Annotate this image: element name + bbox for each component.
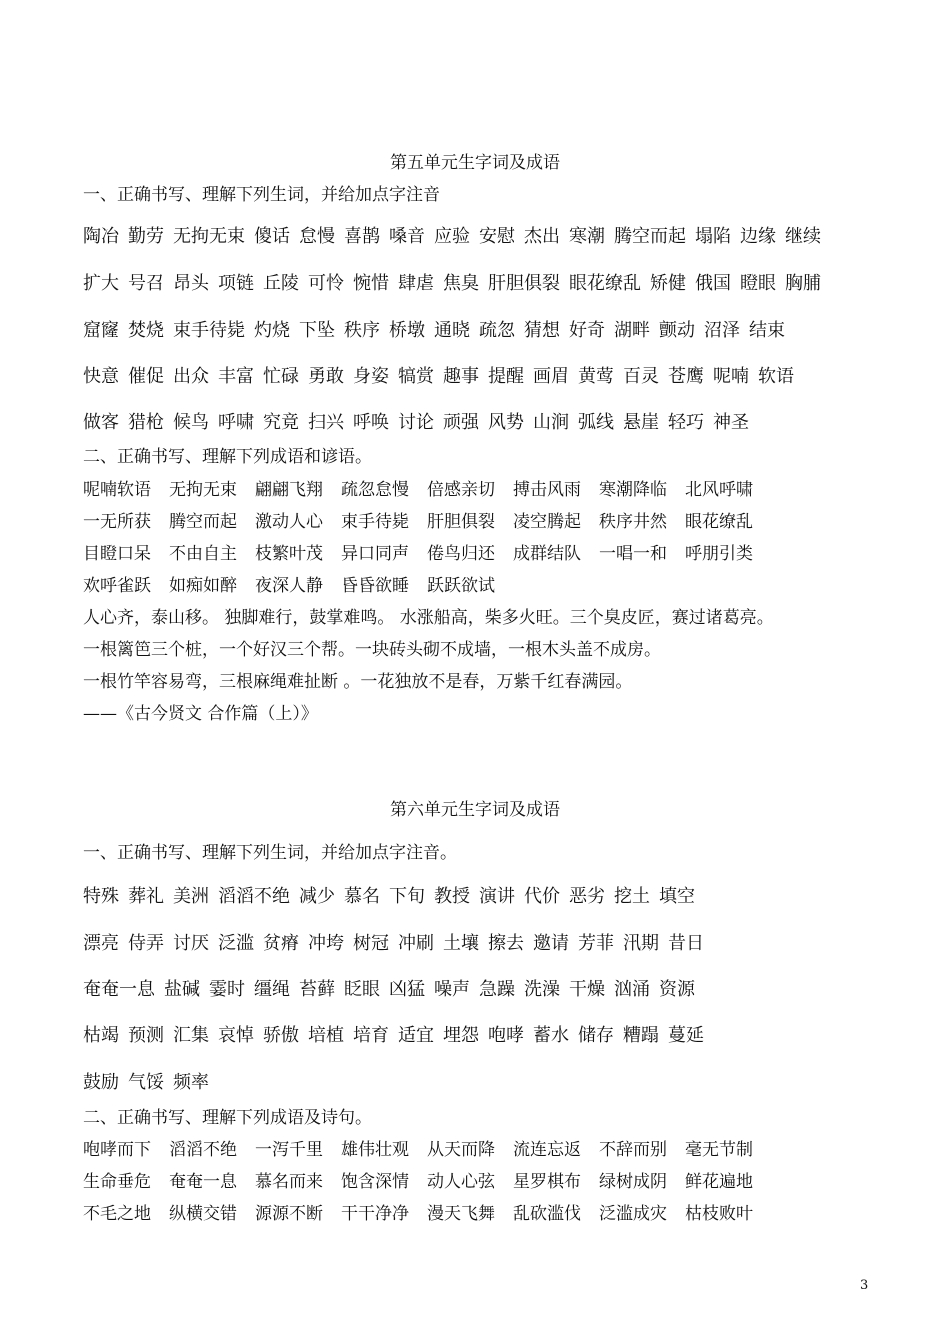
word-item: 滔滔不绝 bbox=[169, 1140, 237, 1160]
word-item: 束手待毙 bbox=[341, 512, 409, 532]
word-item: 嗓音 bbox=[389, 226, 425, 247]
word-item: 喜鹊 bbox=[344, 226, 380, 247]
word-item: 候鸟 bbox=[173, 412, 209, 433]
word-item: 滔滔不绝 bbox=[218, 886, 290, 907]
word-item: 搏击风雨 bbox=[513, 480, 581, 500]
word-item: 丰富 bbox=[218, 366, 254, 387]
word-item: 慕名而来 bbox=[255, 1172, 323, 1192]
word-item: 肆虐 bbox=[398, 273, 434, 294]
word-item: 眨眼 bbox=[344, 979, 380, 1000]
word-item: 泛滥成灾 bbox=[599, 1204, 667, 1224]
word-item: 讨厌 bbox=[173, 933, 209, 954]
word-item: 项链 bbox=[218, 273, 254, 294]
unit6-heading1: 一、正确书写、理解下列生词，并给加点字注音。 bbox=[83, 843, 457, 863]
unit5-word-row bbox=[83, 269, 883, 295]
word-item: 灼烧 bbox=[254, 320, 290, 341]
unit6-word-row bbox=[83, 929, 883, 955]
word-item: 瞪眼 bbox=[740, 273, 776, 294]
word-item: 侍弄 bbox=[128, 933, 164, 954]
word-item: 快意 bbox=[83, 366, 119, 387]
word-item: 胸脯 bbox=[785, 273, 821, 294]
unit5-proverb-line: 人心齐，泰山移。 独脚难行，鼓掌难鸣。 水涨船高，柴多火旺。三个臭皮匠，赛过诸葛亮。 bbox=[83, 608, 774, 628]
word-item: 糟蹋 bbox=[623, 1025, 659, 1046]
word-item: 漫天飞舞 bbox=[427, 1204, 495, 1224]
word-item: 悬崖 bbox=[623, 412, 659, 433]
word-item: 画眉 bbox=[533, 366, 569, 387]
word-item: 呢喃 bbox=[713, 366, 749, 387]
unit6-idiom-row bbox=[83, 1135, 771, 1160]
unit6-word-row bbox=[83, 1068, 883, 1094]
unit6-word-row bbox=[83, 882, 883, 908]
word-item: 邀请 bbox=[533, 933, 569, 954]
word-item: 星罗棋布 bbox=[513, 1172, 581, 1192]
word-item: 枝繁叶茂 bbox=[255, 544, 323, 564]
word-item: 肝胆俱裂 bbox=[488, 273, 560, 294]
word-item: 土壤 bbox=[443, 933, 479, 954]
unit5-word-row bbox=[83, 362, 883, 388]
word-item: 绿树成阴 bbox=[599, 1172, 667, 1192]
word-item: 丘陵 bbox=[263, 273, 299, 294]
word-item: 美洲 bbox=[173, 886, 209, 907]
unit5-idiom-row bbox=[83, 571, 513, 596]
word-item: 树冠 bbox=[353, 933, 389, 954]
word-item: 缰绳 bbox=[254, 979, 290, 1000]
word-item: 无拘无束 bbox=[169, 480, 237, 500]
word-item: 百灵 bbox=[623, 366, 659, 387]
word-item: 枯枝败叶 bbox=[685, 1204, 753, 1224]
word-item: 做客 bbox=[83, 412, 119, 433]
word-item: 鼓励 bbox=[83, 1072, 119, 1093]
word-item: 预测 bbox=[128, 1025, 164, 1046]
word-item: 挖土 bbox=[614, 886, 650, 907]
word-item: 蔓延 bbox=[668, 1025, 704, 1046]
word-item: 讨论 bbox=[398, 412, 434, 433]
word-item: 咆哮而下 bbox=[83, 1140, 151, 1160]
word-item: 汹涌 bbox=[614, 979, 650, 1000]
word-item: 究竟 bbox=[263, 412, 299, 433]
word-item: 动人心弦 bbox=[427, 1172, 495, 1192]
word-item: 从天而降 bbox=[427, 1140, 495, 1160]
word-item: 倍感亲切 bbox=[427, 480, 495, 500]
word-item: 急躁 bbox=[479, 979, 515, 1000]
word-item: 代价 bbox=[524, 886, 560, 907]
word-item: 激动人心 bbox=[255, 512, 323, 532]
word-item: 沼泽 bbox=[704, 320, 740, 341]
word-item: 趣事 bbox=[443, 366, 479, 387]
word-item: 倦鸟归还 bbox=[427, 544, 495, 564]
word-item: 勤劳 bbox=[128, 226, 164, 247]
unit5-heading1: 一、正确书写、理解下列生词，并给加点字注音 bbox=[83, 185, 440, 205]
word-item: 干燥 bbox=[569, 979, 605, 1000]
unit6-heading2: 二、正确书写、理解下列成语及诗句。 bbox=[83, 1108, 372, 1128]
word-item: 肝胆俱裂 bbox=[427, 512, 495, 532]
word-item: 鲜花遍地 bbox=[685, 1172, 753, 1192]
word-item: 一泻千里 bbox=[255, 1140, 323, 1160]
word-item: 慕名 bbox=[344, 886, 380, 907]
word-item: 催促 bbox=[128, 366, 164, 387]
word-item: 流连忘返 bbox=[513, 1140, 581, 1160]
word-item: 呼朋引类 bbox=[685, 544, 753, 564]
word-item: 枯竭 bbox=[83, 1025, 119, 1046]
word-item: 疏忽怠慢 bbox=[341, 480, 409, 500]
word-item: 减少 bbox=[299, 886, 335, 907]
unit5-word-row bbox=[83, 316, 883, 342]
word-item: 顽强 bbox=[443, 412, 479, 433]
unit5-word-row bbox=[83, 408, 883, 434]
word-item: 颤动 bbox=[659, 320, 695, 341]
word-item: 风势 bbox=[488, 412, 524, 433]
word-item: 下坠 bbox=[299, 320, 335, 341]
word-item: 湖畔 bbox=[614, 320, 650, 341]
unit6-idiom-row bbox=[83, 1199, 771, 1224]
word-item: 盐碱 bbox=[164, 979, 200, 1000]
word-item: 恶劣 bbox=[569, 886, 605, 907]
word-item: 昔日 bbox=[668, 933, 704, 954]
word-item: 呼唤 bbox=[353, 412, 389, 433]
word-item: 苔藓 bbox=[299, 979, 335, 1000]
word-item: 呢喃软语 bbox=[83, 480, 151, 500]
word-item: 号召 bbox=[128, 273, 164, 294]
word-item: 焚烧 bbox=[128, 320, 164, 341]
unit5-idiom-row bbox=[83, 539, 771, 564]
word-item: 特殊 bbox=[83, 886, 119, 907]
word-item: 泛滥 bbox=[218, 933, 254, 954]
unit5-heading2: 二、正确书写、理解下列成语和谚语。 bbox=[83, 447, 372, 467]
word-item: 腾空而起 bbox=[169, 512, 237, 532]
word-item: 雄伟壮观 bbox=[341, 1140, 409, 1160]
word-item: 桥墩 bbox=[389, 320, 425, 341]
word-item: 乱砍滥伐 bbox=[513, 1204, 581, 1224]
word-item: 凌空腾起 bbox=[513, 512, 581, 532]
word-item: 资源 bbox=[659, 979, 695, 1000]
word-item: 目瞪口呆 bbox=[83, 544, 151, 564]
word-item: 培育 bbox=[353, 1025, 389, 1046]
word-item: 下旬 bbox=[389, 886, 425, 907]
word-item: 一唱一和 bbox=[599, 544, 667, 564]
word-item: 好奇 bbox=[569, 320, 605, 341]
word-item: 频率 bbox=[173, 1072, 209, 1093]
unit5-proverb-line: 一根篱笆三个桩，一个好汉三个帮。一块砖头砌不成墙，一根木头盖不成房。 bbox=[83, 640, 661, 660]
page-number: 3 bbox=[860, 1278, 869, 1293]
word-item: 咆哮 bbox=[488, 1025, 524, 1046]
word-item: 犒赏 bbox=[398, 366, 434, 387]
word-item: 教授 bbox=[434, 886, 470, 907]
word-item: 骄傲 bbox=[263, 1025, 299, 1046]
word-item: 奄奄一息 bbox=[83, 979, 155, 1000]
word-item: 如痴如醉 bbox=[169, 576, 237, 596]
word-item: 不由自主 bbox=[169, 544, 237, 564]
unit5-proverb-source: ——《古今贤文 合作篇（上）》 bbox=[83, 704, 318, 724]
word-item: 葬礼 bbox=[128, 886, 164, 907]
word-item: 猜想 bbox=[524, 320, 560, 341]
word-item: 陶冶 bbox=[83, 226, 119, 247]
word-item: 霎时 bbox=[209, 979, 245, 1000]
word-item: 欢呼雀跃 bbox=[83, 576, 151, 596]
word-item: 纵横交错 bbox=[169, 1204, 237, 1224]
word-item: 苍鹰 bbox=[668, 366, 704, 387]
word-item: 漂亮 bbox=[83, 933, 119, 954]
word-item: 俄国 bbox=[695, 273, 731, 294]
word-item: 软语 bbox=[758, 366, 794, 387]
unit5-proverb-line: 一根竹竿容易弯，三根麻绳难扯断 。一花独放不是春，万紫千红春满园。 bbox=[83, 672, 633, 692]
word-item: 储存 bbox=[578, 1025, 614, 1046]
word-item: 秩序井然 bbox=[599, 512, 667, 532]
word-item: 弧线 bbox=[578, 412, 614, 433]
word-item: 汇集 bbox=[173, 1025, 209, 1046]
word-item: 擦去 bbox=[488, 933, 524, 954]
word-item: 生命垂危 bbox=[83, 1172, 151, 1192]
word-item: 忙碌 bbox=[263, 366, 299, 387]
word-item: 矫健 bbox=[650, 273, 686, 294]
unit5-word-row bbox=[83, 222, 883, 248]
word-item: 毫无节制 bbox=[685, 1140, 753, 1160]
word-item: 埋怨 bbox=[443, 1025, 479, 1046]
word-item: 出众 bbox=[173, 366, 209, 387]
word-item: 适宜 bbox=[398, 1025, 434, 1046]
word-item: 通晓 bbox=[434, 320, 470, 341]
word-item: 疏忽 bbox=[479, 320, 515, 341]
word-item: 秩序 bbox=[344, 320, 380, 341]
word-item: 惋惜 bbox=[353, 273, 389, 294]
word-item: 猎枪 bbox=[128, 412, 164, 433]
unit5-idiom-row bbox=[83, 507, 771, 532]
word-item: 应验 bbox=[434, 226, 470, 247]
word-item: 寒潮 bbox=[569, 226, 605, 247]
word-item: 芳菲 bbox=[578, 933, 614, 954]
word-item: 傻话 bbox=[254, 226, 290, 247]
word-item: 杰出 bbox=[524, 226, 560, 247]
word-item: 山涧 bbox=[533, 412, 569, 433]
word-item: 北风呼啸 bbox=[685, 480, 753, 500]
word-item: 翩翩飞翔 bbox=[255, 480, 323, 500]
word-item: 跃跃欲试 bbox=[427, 576, 495, 596]
word-item: 继续 bbox=[785, 226, 821, 247]
word-item: 哀悼 bbox=[218, 1025, 254, 1046]
word-item: 奄奄一息 bbox=[169, 1172, 237, 1192]
word-item: 勇敢 bbox=[308, 366, 344, 387]
word-item: 焦臭 bbox=[443, 273, 479, 294]
unit5-title: 第五单元生字词及成语 bbox=[390, 153, 560, 173]
word-item: 眼花缭乱 bbox=[685, 512, 753, 532]
word-item: 汛期 bbox=[623, 933, 659, 954]
unit6-word-row bbox=[83, 975, 883, 1001]
word-item: 演讲 bbox=[479, 886, 515, 907]
unit6-idiom-row bbox=[83, 1167, 771, 1192]
word-item: 填空 bbox=[659, 886, 695, 907]
word-item: 呼啸 bbox=[218, 412, 254, 433]
unit5-idiom-row bbox=[83, 475, 771, 500]
word-item: 寒潮降临 bbox=[599, 480, 667, 500]
word-item: 腾空而起 bbox=[614, 226, 686, 247]
word-item: 无拘无束 bbox=[173, 226, 245, 247]
word-item: 噪声 bbox=[434, 979, 470, 1000]
word-item: 气馁 bbox=[128, 1072, 164, 1093]
word-item: 一无所获 bbox=[83, 512, 151, 532]
unit6-title: 第六单元生字词及成语 bbox=[390, 800, 560, 820]
word-item: 洗澡 bbox=[524, 979, 560, 1000]
word-item: 贫瘠 bbox=[263, 933, 299, 954]
word-item: 塌陷 bbox=[695, 226, 731, 247]
word-item: 提醒 bbox=[488, 366, 524, 387]
word-item: 黄莺 bbox=[578, 366, 614, 387]
word-item: 扩大 bbox=[83, 273, 119, 294]
word-item: 扫兴 bbox=[308, 412, 344, 433]
word-item: 凶猛 bbox=[389, 979, 425, 1000]
unit6-word-row bbox=[83, 1021, 883, 1047]
word-item: 眼花缭乱 bbox=[569, 273, 641, 294]
word-item: 安慰 bbox=[479, 226, 515, 247]
word-item: 怠慢 bbox=[299, 226, 335, 247]
word-item: 异口同声 bbox=[341, 544, 409, 564]
word-item: 边缘 bbox=[740, 226, 776, 247]
word-item: 培植 bbox=[308, 1025, 344, 1046]
word-item: 不辞而别 bbox=[599, 1140, 667, 1160]
word-item: 冲刷 bbox=[398, 933, 434, 954]
word-item: 不毛之地 bbox=[83, 1204, 151, 1224]
word-item: 成群结队 bbox=[513, 544, 581, 564]
word-item: 神圣 bbox=[713, 412, 749, 433]
word-item: 结束 bbox=[749, 320, 785, 341]
word-item: 冲垮 bbox=[308, 933, 344, 954]
word-item: 轻巧 bbox=[668, 412, 704, 433]
word-item: 束手待毙 bbox=[173, 320, 245, 341]
word-item: 饱含深情 bbox=[341, 1172, 409, 1192]
word-item: 干干净净 bbox=[341, 1204, 409, 1224]
word-item: 身姿 bbox=[353, 366, 389, 387]
word-item: 可怜 bbox=[308, 273, 344, 294]
word-item: 源源不断 bbox=[255, 1204, 323, 1224]
word-item: 窟窿 bbox=[83, 320, 119, 341]
word-item: 蓄水 bbox=[533, 1025, 569, 1046]
word-item: 夜深人静 bbox=[255, 576, 323, 596]
word-item: 昂头 bbox=[173, 273, 209, 294]
word-item: 昏昏欲睡 bbox=[341, 576, 409, 596]
